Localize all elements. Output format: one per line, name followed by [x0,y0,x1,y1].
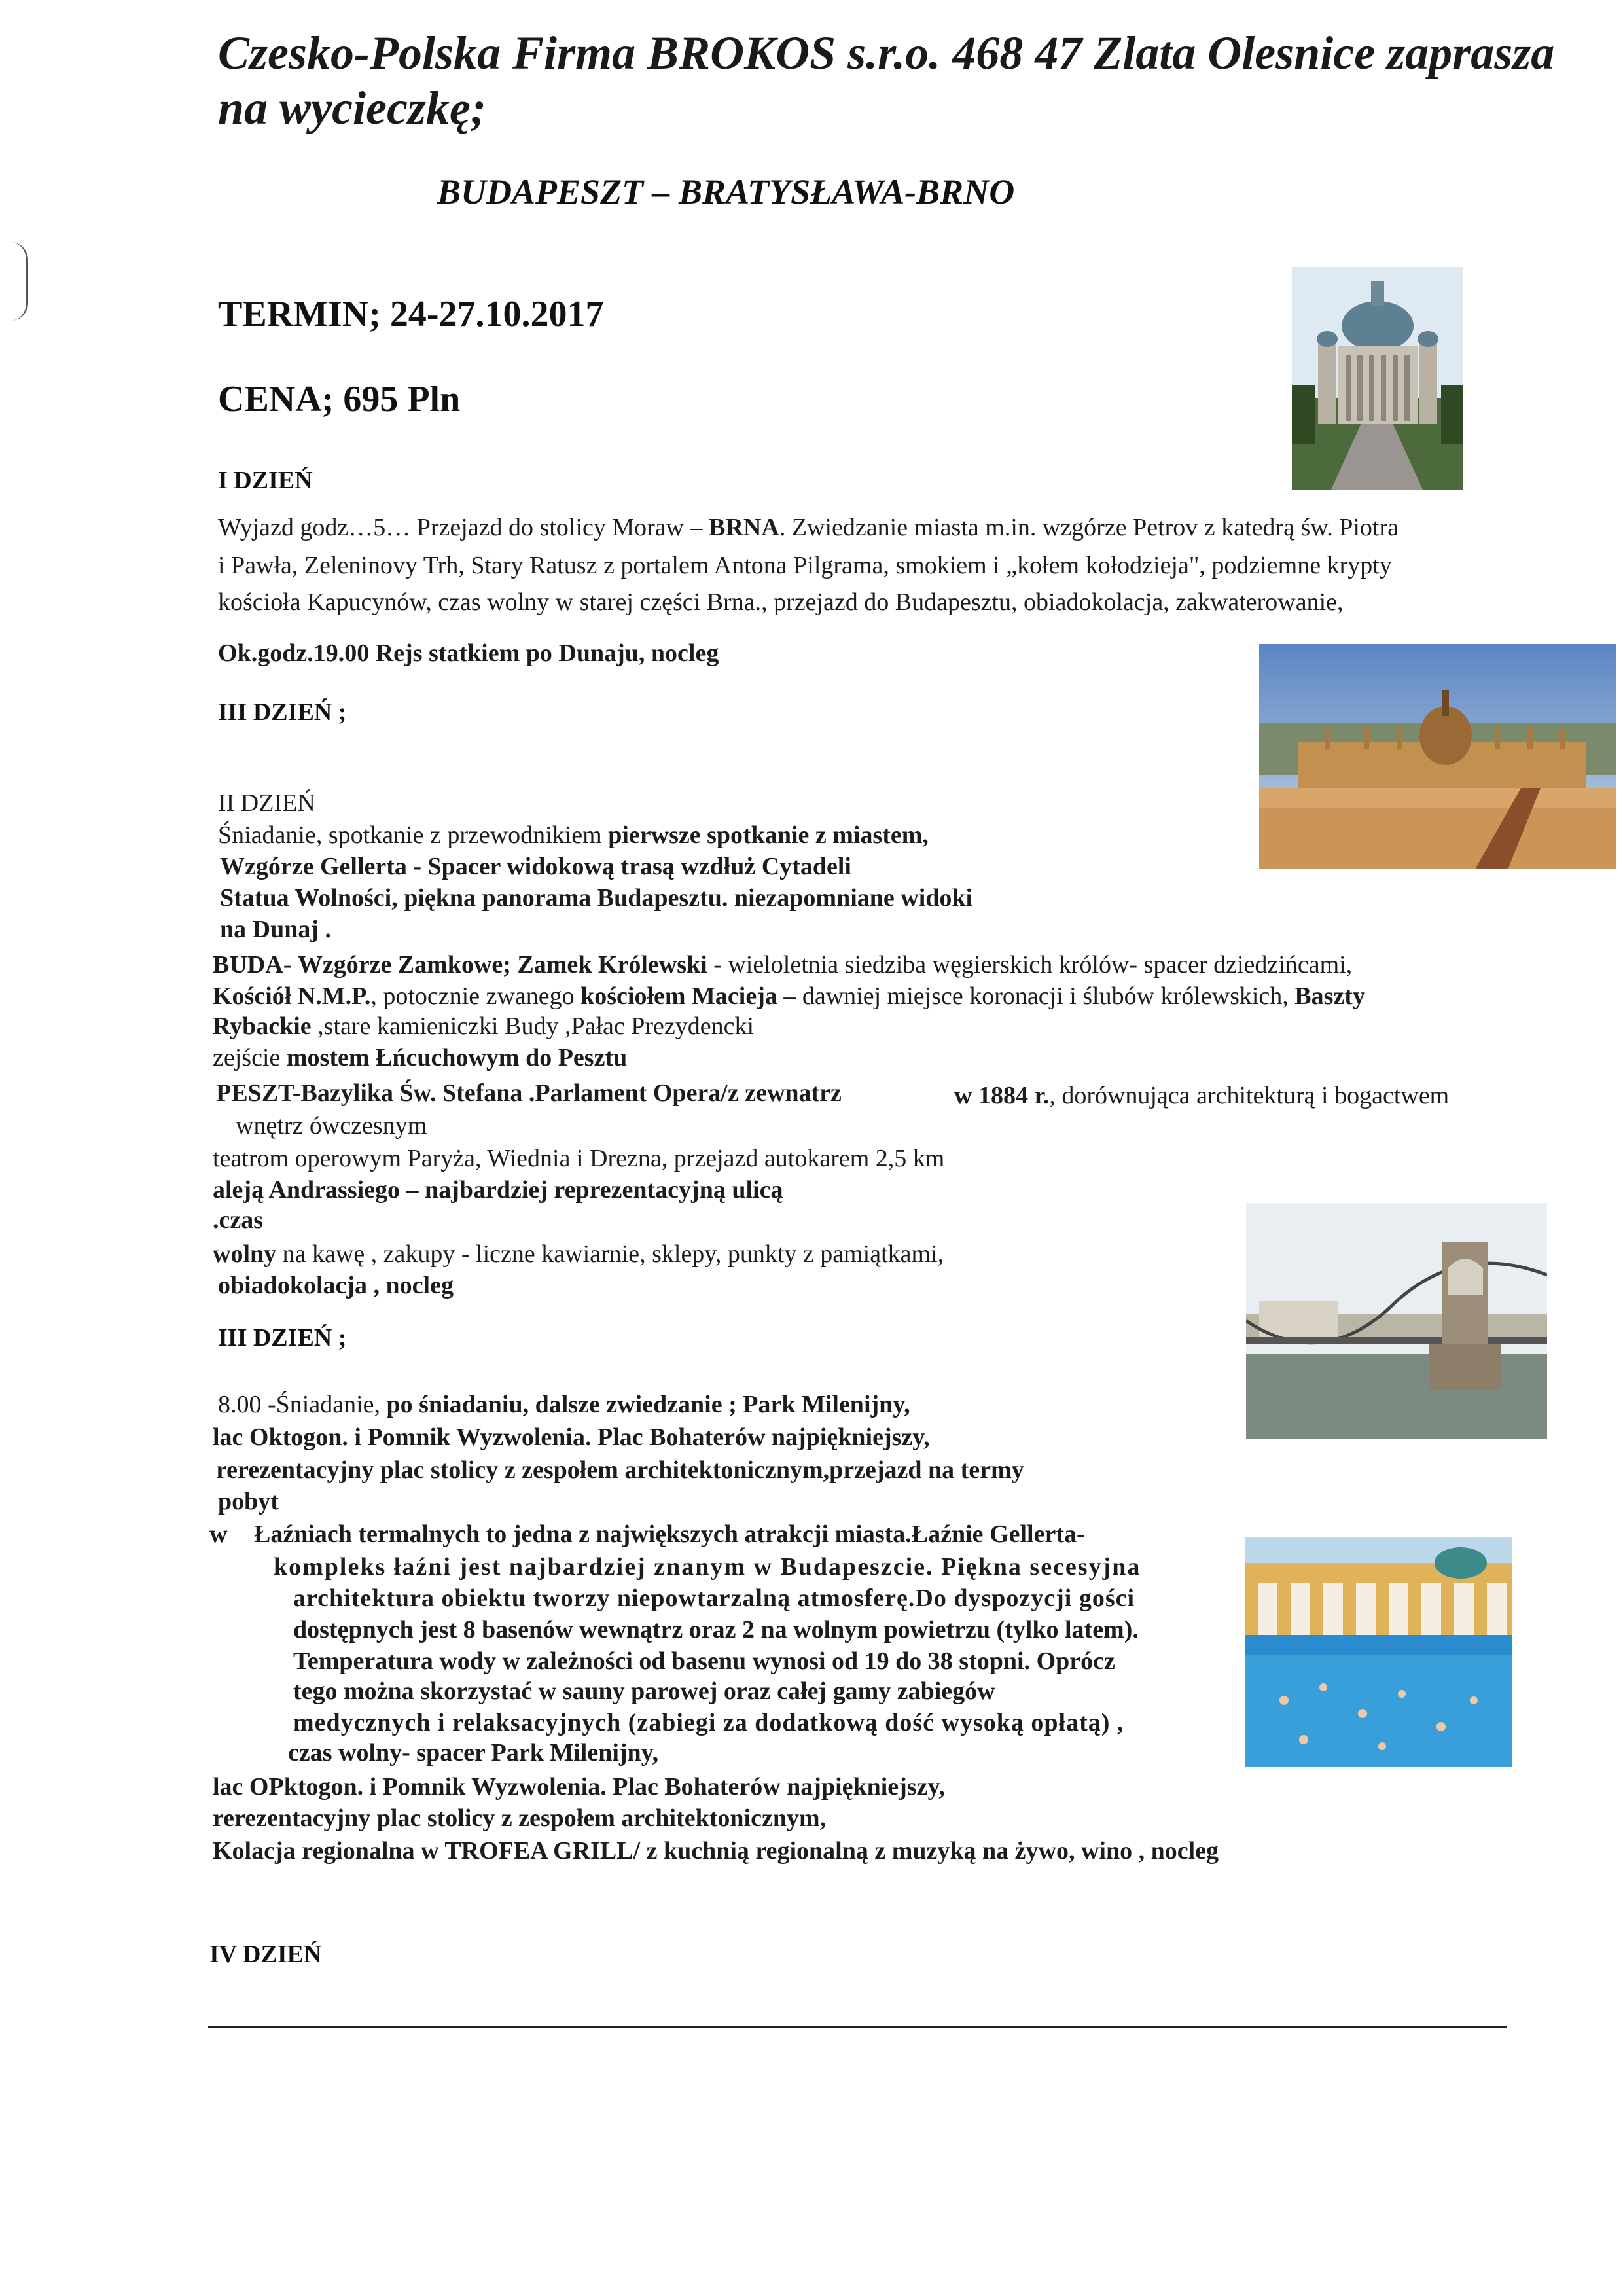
day2-line3: Statua Wolności, piękna panorama Budapesztu. niezapomniane widoki [220,884,973,912]
day3-heading: III DZIEŃ ; [218,1324,347,1352]
day3-line15: Kolacja regionalna w TROFEA GRILL/ z kuchnią regionalną z muzyką na żywo, wino , nocleg [213,1837,1219,1865]
scan-mark [10,242,28,321]
day2-line4: na Dunaj . [220,916,331,943]
day2-heading: II DZIEŃ [218,789,315,817]
day1-heading: I DZIEŃ [218,467,313,494]
day2-line12: aleją Andrassiego – najbardziej reprezentacyjną ulicą [213,1176,783,1204]
day1-line4: Ok.godz.19.00 Rejs statkiem po Dunaju, nocleg [218,639,719,667]
basilica-photo [1292,267,1463,490]
day1-line2: i Pawła, Zeleninovy Trh, Stary Ratusz z portalem Antona Pilgrama, smokiem i „kołem kołodzieja", podziemne krypty [218,552,1392,579]
day3-line5b: Łaźniach termalnych to jedna z największych atrakcji miasta.Łaźnie Gellerta- [254,1520,1085,1548]
day3-line3: rerezentacyjny plac stolicy z zespołem architektonicznym,przejazd na termy [216,1456,1024,1484]
invitation-line: na wycieczkę; [218,82,486,134]
day2-line10: wnętrz ówczesnym [236,1112,427,1139]
day2-line7: Rybackie ,stare kamieniczki Budy ,Pałac Prezydencki [213,1013,755,1040]
day4-heading: IV DZIEŃ [209,1941,322,1968]
day2-line1: Śniadanie, spotkanie z przewodnikiem pierwsze spotkanie z miastem, [218,821,929,849]
day3-line8: dostępnych jest 8 basenów wewnątrz oraz 2 na wolnym powietrzu (tylko latem). [293,1616,1139,1643]
day3-line12: czas wolny- spacer Park Milenijny, [288,1739,659,1767]
day1-line3: kościoła Kapucynów, czas wolny w starej części Brna., przejazd do Budapesztu, obiadokolacja, zakwaterowanie, [218,588,1344,616]
day2-line9b: w 1884 r., dorównująca architekturą i bogactwem [954,1082,1450,1109]
day2-line5: BUDA- Wzgórze Zamkowe; Zamek Królewski - wieloletnia siedziba węgierskich królów- spacer dziedzińcami, [213,951,1353,978]
day2-line15: obiadokolacja , nocleg [218,1272,454,1299]
day3-line1: 8.00 -Śniadanie, po śniadaniu, dalsze zwiedzanie ; Park Milenijny, [218,1391,910,1418]
day1-line1: Wyjazd godz…5… Przejazd do stolicy Moraw – BRNA. Zwiedzanie miasta m.in. wzgórze Petrov z katedrą św. Piotra [218,514,1399,541]
day2-line8: zejście mostem Łńcuchowym do Pesztu [213,1044,628,1071]
termin-line: TERMIN; 24-27.10.2017 [218,294,604,334]
day2-line14: wolny na kawę , zakupy - liczne kawiarnie, sklepy, punkty z pamiątkami, [213,1240,944,1268]
misplaced-day3-heading: III DZIEŃ ; [218,698,347,726]
day3-line14: rerezentacyjny plac stolicy z zespołem architektonicznym, [213,1804,827,1832]
route-title: BUDAPESZT – BRATYSŁAWA-BRNO [437,172,1015,211]
day3-line13: lac OPktogon. i Pomnik Wyzwolenia. Plac Bohaterów najpiękniejszy, [213,1773,945,1801]
day3-line10: tego można skorzystać w sauny parowej oraz całej gamy zabiegów [293,1677,995,1705]
day3-line5a: w [209,1520,228,1548]
price-line: CENA; 695 Pln [218,379,461,420]
day2-line11: teatrom operowym Paryża, Wiednia i Drezna, przejazd autokarem 2,5 km [213,1145,945,1172]
day2-line6: Kościół N.M.P., potocznie zwanego kościołem Macieja – dawniej miejsce koronacji i ślubów królewskich, Baszty [213,982,1365,1010]
day2-line9a: PESZT-Bazylika Św. Stefana .Parlament Opera/z zewnatrz [216,1079,842,1107]
day2-line2: Wzgórze Gellerta - Spacer widokową trasą wzdłuż Cytadeli [220,853,851,880]
day3-line9: Temperatura wody w zależności od basenu wynosi od 19 do 38 stopni. Oprócz [293,1647,1115,1675]
day2-line13: .czas [213,1206,264,1234]
company-heading: Czesko-Polska Firma BROKOS s.r.o. 468 47 Zlata Olesnice zaprasza [218,27,1555,79]
day3-line7: architektura obiektu tworzy niepowtarzalną atmosferę.Do dyspozycji gości [293,1585,1135,1612]
day3-line6: kompleks łaźni jest najbardziej znanym w Budapeszcie. Piękna secesyjna [274,1553,1141,1581]
parliament-photo [1259,644,1616,869]
thermal-baths-photo [1245,1537,1512,1767]
day3-line2: lac Oktogon. i Pomnik Wyzwolenia. Plac Bohaterów najpiękniejszy, [213,1424,930,1451]
chain-bridge-photo [1246,1203,1547,1439]
bottom-rule [208,2026,1507,2028]
day3-line11: medycznych i relaksacyjnych (zabiegi za dodatkową dość wysoką opłatą) , [293,1709,1124,1736]
day3-line4: pobyt [218,1488,279,1515]
